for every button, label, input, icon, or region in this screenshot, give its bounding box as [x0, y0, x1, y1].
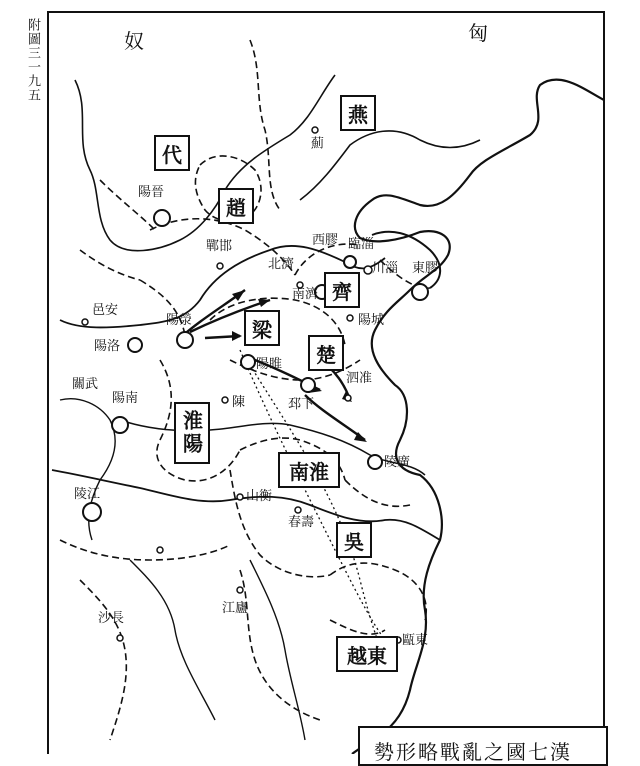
region-wu: 吳 [336, 522, 372, 558]
place-chen: 陳 [232, 395, 246, 410]
place-jinyang: 陽晉 [138, 185, 165, 200]
place-xijiao: 西膠 [312, 233, 339, 248]
place-dongjiao: 東膠 [412, 261, 439, 276]
city-xiapi-marker [301, 378, 315, 392]
city-yian-marker [82, 319, 88, 325]
region-dai: 代 [154, 135, 190, 171]
city-small-marker [157, 547, 163, 553]
place-chengyang: 陽城 [358, 313, 385, 328]
region-chu: 楚 [308, 335, 344, 371]
place-xiapi: 邳下 [288, 397, 315, 412]
place-lujiang: 江廬 [222, 601, 249, 616]
region-qi: 齊 [324, 272, 360, 308]
place-wuguan: 關武 [72, 377, 99, 392]
city-markers [82, 127, 428, 643]
place-beihai: 北濟 [268, 257, 295, 272]
map-caption: 勢形略戰亂之國七漢 [358, 726, 608, 766]
city-dongjiao-marker [412, 284, 428, 300]
people-label-xiongnu-left: 奴 [124, 29, 144, 53]
region-zhao: 趙 [218, 188, 254, 224]
city-guangling-marker [368, 455, 382, 469]
place-ji: 薊 [308, 136, 323, 149]
people-label-xiongnu-right: 匈 [468, 21, 488, 45]
place-jinan: 南濟 [292, 287, 319, 302]
place-yian: 邑安 [92, 303, 119, 318]
river-north-2 [300, 131, 480, 200]
place-shouchun: 春壽 [288, 515, 315, 530]
city-jiangling-marker [83, 503, 101, 521]
place-nanyang: 陽南 [112, 391, 139, 406]
region-huaiyang: 淮陽 [174, 402, 210, 464]
region-dongyue: 越東 [336, 636, 398, 672]
city-sishui-marker [345, 395, 351, 401]
place-sishui: 泗准 [346, 371, 373, 386]
city-chen-marker [222, 397, 228, 403]
place-suiyang: 陽睢 [256, 357, 283, 372]
place-changsha: 沙長 [98, 611, 125, 626]
city-changsha-marker [117, 635, 123, 641]
city-handan-marker [217, 263, 223, 269]
city-nanyang-marker [112, 417, 128, 433]
map-frame [48, 12, 604, 754]
figure-number: 附圖三一九五 [25, 18, 40, 102]
kingdom-borders [60, 40, 430, 740]
city-chengyang-marker [347, 315, 353, 321]
river-north [75, 75, 335, 251]
city-zichuan-marker [364, 266, 372, 274]
place-dongou: 甌東 [402, 633, 429, 648]
place-luoyang: 陽洛 [94, 339, 121, 354]
place-hengshan: 山衡 [246, 489, 273, 504]
south-river [130, 560, 215, 720]
city-hengshan-marker [237, 494, 243, 500]
south-river-2 [250, 560, 305, 740]
city-ji-marker [312, 127, 318, 133]
city-suiyang-marker [241, 355, 255, 369]
region-nanhuai: 南淮 [278, 452, 340, 488]
city-shouchun-marker [295, 507, 301, 513]
yangtze-river [52, 470, 440, 540]
city-luoyang-marker [128, 338, 142, 352]
city-xingyang-marker [177, 332, 193, 348]
place-xingyang: 陽滎 [166, 313, 193, 328]
place-linzi: 臨淄 [348, 237, 375, 252]
place-guangling: 陵廣 [384, 455, 411, 470]
place-handan: 鄲邯 [206, 239, 233, 254]
city-linzi-marker [344, 256, 356, 268]
region-yan: 燕 [340, 95, 376, 131]
place-zichuan: 川淄 [372, 261, 399, 276]
city-lujiang-marker [237, 587, 243, 593]
city-jinyang-marker [154, 210, 170, 226]
place-jiangling: 陵江 [74, 487, 101, 502]
region-liang: 梁 [244, 310, 280, 346]
